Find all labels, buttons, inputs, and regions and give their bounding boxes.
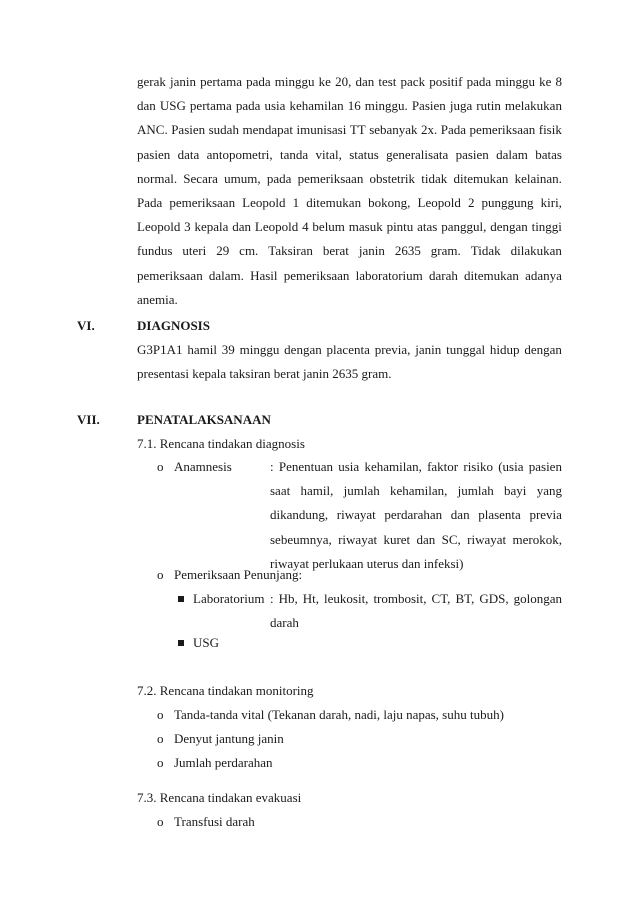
word: pada	[466, 74, 492, 89]
word: pertama	[189, 98, 232, 114]
word: mendapat	[242, 122, 293, 138]
word: tunggal	[446, 342, 486, 357]
word: USG	[159, 98, 186, 114]
word: pemeriksaan	[297, 170, 364, 186]
word: kuret	[383, 531, 411, 547]
paragraph-line	[137, 171, 562, 187]
word: previa	[529, 507, 562, 523]
section-title: DIAGNOSIS	[137, 318, 210, 333]
word: fundus	[137, 243, 173, 259]
word: kehamilan	[289, 98, 344, 114]
word: pack	[400, 74, 426, 89]
word: riwayat	[467, 531, 507, 547]
word: jumlah	[343, 483, 380, 499]
word: Pasien	[411, 98, 446, 114]
word: ke	[539, 74, 552, 89]
word: sebeumnya,	[270, 531, 332, 547]
word: pasien	[455, 146, 489, 162]
word: ditemukan	[464, 267, 519, 283]
word: panggul,	[441, 219, 487, 235]
word: pertama	[200, 74, 242, 89]
word: pemeriksaan	[283, 267, 350, 283]
word: obstetrik	[369, 170, 416, 186]
word: minggu	[239, 342, 280, 357]
word: TT	[349, 122, 366, 138]
word: Leopold	[137, 219, 181, 235]
word: generalisata	[386, 146, 449, 162]
word: 39	[221, 342, 235, 357]
word: perdarahan	[384, 507, 443, 523]
circle-bullet-icon: o	[157, 567, 164, 582]
word: pasien	[137, 146, 171, 162]
section-title: PENATALAKSANAAN	[137, 412, 271, 427]
word: uteri	[182, 243, 207, 259]
anamnesis-line	[270, 532, 562, 548]
word: normal.	[137, 170, 178, 186]
word: antopometri,	[206, 146, 273, 162]
word: :	[270, 591, 274, 606]
word: status	[349, 146, 379, 162]
word: ditemukan	[306, 195, 362, 210]
word: minggu	[274, 74, 315, 89]
word: vital,	[315, 146, 342, 162]
word: 2	[467, 195, 475, 210]
word: berat	[322, 243, 349, 259]
word: dan	[137, 98, 156, 114]
word: Leopold	[417, 195, 461, 210]
word: melakukan	[504, 98, 562, 114]
word: belum	[312, 219, 345, 235]
word: fisik	[538, 122, 562, 138]
word: 2x.	[421, 122, 438, 138]
word: pasien	[528, 459, 562, 474]
word: imunisasi	[296, 122, 347, 138]
monitoring-item: Denyut jantung janin	[174, 731, 284, 747]
word: dengan	[524, 342, 562, 357]
square-bullet-icon	[178, 596, 184, 602]
section-number: VII.	[77, 412, 100, 427]
word: positif	[429, 74, 463, 89]
word: leukosit,	[324, 591, 369, 606]
word: hamil	[187, 342, 217, 357]
monitoring-item: Tanda-tanda vital (Tekanan darah, nadi, laju napas, suhu tubuh)	[174, 707, 504, 722]
circle-bullet-icon: o	[157, 731, 164, 747]
word: darah	[428, 267, 458, 283]
word: golongan	[513, 591, 562, 606]
word: Pada	[440, 122, 467, 138]
word: saat	[270, 483, 291, 499]
paragraph-line	[137, 122, 562, 138]
word: 3	[184, 219, 191, 235]
word: G3P1A1	[137, 342, 183, 357]
word: tanda	[279, 146, 309, 162]
section-number: VI.	[77, 318, 95, 333]
paragraph-line	[137, 98, 562, 114]
paragraph-line	[137, 195, 562, 211]
paragraph-line	[137, 147, 562, 163]
word: gram.	[430, 243, 461, 259]
word: minggu	[495, 74, 535, 89]
word: riwayat	[338, 531, 378, 547]
word: punggung	[481, 195, 534, 210]
word: previa,	[374, 342, 411, 357]
word: janin	[415, 342, 442, 357]
word: 2635	[394, 243, 421, 259]
word: atas	[417, 219, 438, 235]
word: data	[177, 146, 200, 162]
word: pemeriksaan	[169, 195, 236, 210]
word: minggu.	[364, 98, 408, 114]
word: :	[270, 459, 274, 474]
word: (usia	[498, 459, 524, 474]
word: Tidak	[470, 243, 501, 259]
circle-bullet-icon: o	[157, 459, 164, 474]
lab-label: Laboratorium	[193, 591, 265, 606]
circle-bullet-icon: o	[157, 707, 164, 722]
word: GDS,	[479, 591, 509, 606]
paragraph-line	[137, 74, 562, 90]
word: gerak	[137, 74, 166, 89]
anamnesis-label: Anamnesis	[174, 459, 232, 474]
word: pada	[266, 170, 292, 186]
word: pada	[235, 98, 261, 114]
word: masuk	[348, 219, 383, 235]
word: hamil,	[300, 483, 334, 499]
paragraph-line	[137, 219, 562, 235]
circle-bullet-icon: o	[157, 814, 164, 829]
word: hidup	[489, 342, 520, 357]
word: test	[378, 74, 397, 89]
word: 20,	[335, 74, 352, 89]
anamnesis-line	[270, 483, 562, 499]
word: sebanyak	[369, 122, 418, 138]
word: Pasien	[171, 122, 206, 138]
word: sudah	[208, 122, 239, 138]
lab-line	[270, 591, 562, 607]
anamnesis-last-line: riwayat perlukaan uterus dan infeksi)	[270, 555, 464, 571]
word: cm.	[239, 243, 259, 259]
word: bayi	[504, 483, 527, 499]
word: pemeriksaan	[137, 267, 203, 283]
diagnosis-line	[137, 342, 562, 358]
word: risiko	[463, 459, 493, 474]
word: jumlah	[457, 483, 494, 499]
word: Pada	[137, 195, 163, 210]
word: dengan	[490, 219, 528, 235]
word: ditemukan	[453, 170, 509, 186]
word: dengan	[284, 342, 322, 357]
word: Secara	[183, 170, 218, 186]
word: dilakukan	[510, 243, 562, 259]
word: placenta	[326, 342, 370, 357]
usg-label: USG	[193, 635, 220, 650]
word: ANC.	[137, 122, 168, 138]
word: kiri,	[540, 195, 562, 210]
word: janin	[358, 243, 385, 259]
word: merokok,	[512, 531, 562, 547]
square-bullet-icon	[178, 640, 184, 646]
word: Taksiran	[268, 243, 313, 259]
monitoring-item: Jumlah perdarahan	[174, 755, 273, 771]
word: SC,	[441, 531, 461, 547]
word: Leopold	[242, 195, 286, 210]
word: dan	[232, 219, 252, 235]
word: adanya	[525, 267, 562, 283]
word: yang	[536, 483, 562, 499]
anamnesis-line	[270, 507, 562, 523]
word: riwayat	[336, 507, 376, 523]
word: dalam.	[208, 267, 244, 283]
word: batas	[535, 146, 562, 162]
paragraph-last-line: anemia.	[137, 291, 178, 307]
paragraph-line	[137, 243, 562, 259]
word: 4	[302, 219, 309, 235]
word: rutin	[476, 98, 501, 114]
word: faktor	[427, 459, 459, 474]
word: pada	[246, 74, 271, 89]
word: kepala	[194, 219, 229, 235]
word: usia	[338, 459, 360, 474]
word: dikandung,	[270, 507, 329, 523]
word: tinggi	[531, 219, 562, 235]
word: plasenta	[478, 507, 521, 523]
penunjang-label: Pemeriksaan Penunjang:	[174, 567, 303, 582]
circle-bullet-icon: o	[157, 755, 164, 771]
word: Hasil	[250, 267, 278, 283]
word: ke	[318, 74, 331, 89]
word: kehamilan,	[389, 483, 448, 499]
word: Hb,	[278, 591, 298, 606]
word: pemeriksaan	[469, 122, 536, 138]
word: dan	[355, 74, 375, 89]
word: CT,	[431, 591, 451, 606]
word: Penentuan	[278, 459, 334, 474]
evacuation-item: Transfusi darah	[174, 814, 255, 829]
word: usia	[264, 98, 286, 114]
word: tidak	[421, 170, 448, 186]
word: dalam	[496, 146, 528, 162]
anamnesis-line	[270, 459, 562, 475]
word: kehamilan,	[364, 459, 422, 474]
word: juga	[449, 98, 473, 114]
word: BT,	[455, 591, 475, 606]
word: janin	[170, 74, 196, 89]
word: umum,	[224, 170, 261, 186]
word: laboratorium	[355, 267, 423, 283]
word: 16	[347, 98, 361, 114]
word: 29	[216, 243, 230, 259]
word: kelainan.	[514, 170, 562, 186]
lab-line-last: darah	[270, 615, 299, 630]
word: trombosit,	[373, 591, 427, 606]
word: dan	[450, 507, 470, 523]
word: Ht,	[302, 591, 320, 606]
subsection-title: 7.1. Rencana tindakan diagnosis	[137, 436, 305, 451]
paragraph-line	[137, 268, 562, 284]
subsection-title: 7.2. Rencana tindakan monitoring	[137, 683, 314, 698]
word: pintu	[386, 219, 414, 235]
diagnosis-line-last: presentasi kepala taksiran berat janin 2635 gram.	[137, 366, 392, 381]
word: 1	[292, 195, 300, 210]
word: Leopold	[254, 219, 299, 235]
subsection-title: 7.3. Rencana tindakan evakuasi	[137, 790, 302, 805]
word: 8	[555, 74, 562, 89]
word: bokong,	[368, 195, 411, 210]
word: dan	[416, 531, 436, 547]
